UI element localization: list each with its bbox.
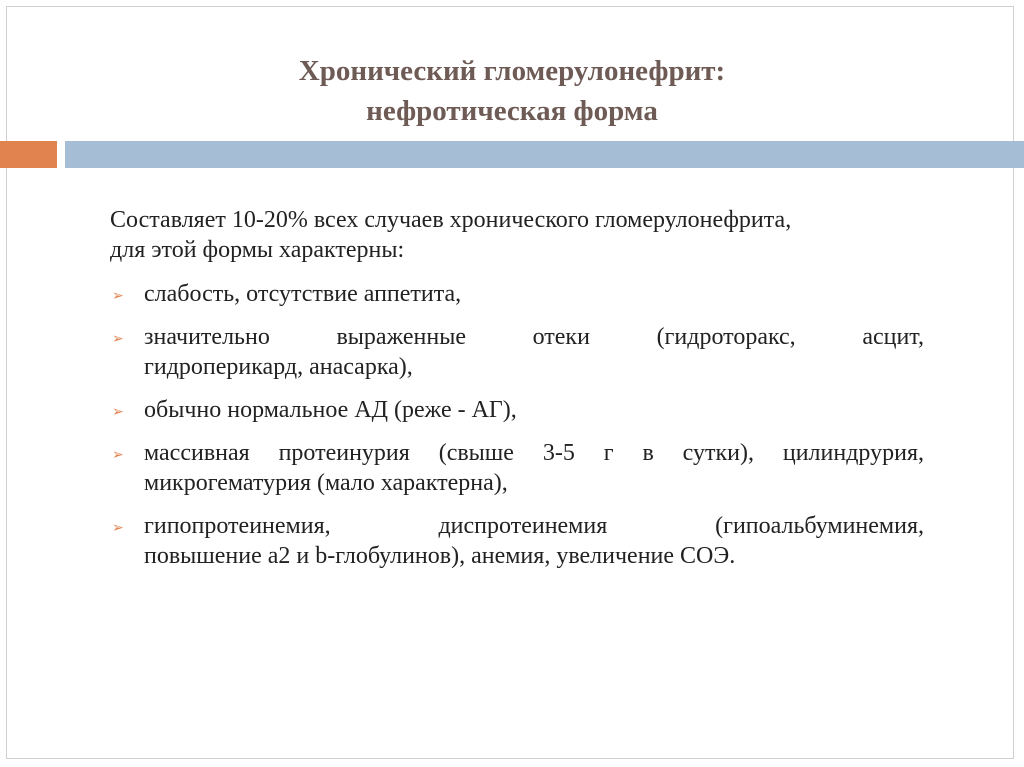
slide-title-line: Хронический гломерулонефрит: <box>298 55 726 87</box>
slide-body <box>110 205 924 584</box>
list-item-text: значительно выраженные отеки (гидроторакс, асцит, <box>144 324 924 350</box>
list-item <box>110 438 924 498</box>
intro-line: Составляет 10-20% всех случаев хронического гломерулонефрита, <box>110 207 792 233</box>
list-item-text: слабость, отсутствие аппетита, <box>144 281 462 307</box>
list-item <box>110 395 924 425</box>
list-item <box>110 511 924 571</box>
list-item <box>110 322 924 382</box>
list-item-text: микрогематурия (мало характерна), <box>144 470 508 496</box>
list-item-text: обычно нормальное АД (реже - АГ), <box>144 397 517 423</box>
accent-bar-blue <box>65 141 1024 168</box>
list-item-text: гипопротеинемия, диспротеинемия (гипоальбуминемия, <box>144 513 924 539</box>
slide-title <box>0 51 1024 131</box>
slide-subtitle-line: нефротическая форма <box>366 95 658 127</box>
intro-line: для этой формы характерны: <box>110 237 405 263</box>
list-item <box>110 279 924 309</box>
list-item-text: массивная протеинурия (свыше 3-5 г в сутки), цилиндрурия, <box>144 440 924 466</box>
list-item-text: гидроперикард, анасарка), <box>144 354 413 380</box>
chevron-right-icon: ➢ <box>112 447 124 463</box>
chevron-right-icon: ➢ <box>112 288 124 304</box>
chevron-right-icon: ➢ <box>112 331 124 347</box>
intro-paragraph <box>110 205 924 265</box>
symptom-list <box>110 279 924 571</box>
accent-bar-orange <box>0 141 57 168</box>
chevron-right-icon: ➢ <box>112 520 124 536</box>
chevron-right-icon: ➢ <box>112 404 124 420</box>
list-item-text: повышение а2 и b-глобулинов), анемия, увеличение СОЭ. <box>144 543 736 569</box>
